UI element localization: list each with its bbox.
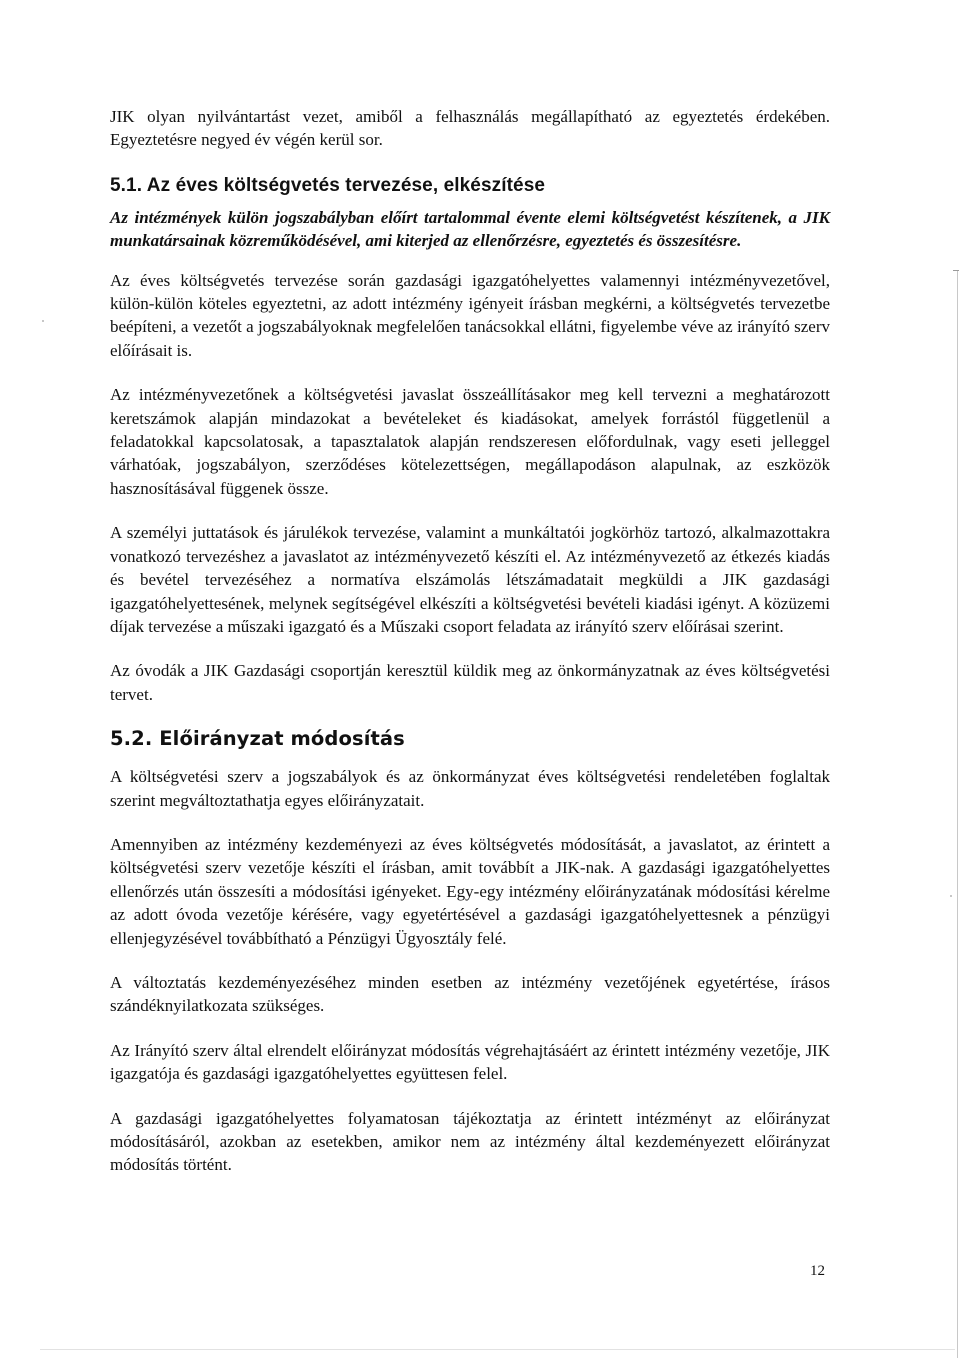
paragraph: Az éves költségvetés tervezése során gazdasági igazgatóhelyettes valamennyi intézményvezetővel, külön-külön köteles egyeztetni, az adott intézmény igényeit írásban megkérni, a költségvetés tervezetbe beépíteni, a vezetőt a jogszabályoknak megfelelően tanácsokkal ellátni, figyelembe véve az irányító szerv előírásait is. — [110, 270, 830, 360]
paragraph: A költségvetési szerv a jogszabályok és az önkormányzat éves költségvetési rendeletében foglaltak szerint megváltoztathatja egyes előirányzatait. — [110, 767, 830, 810]
paragraph: Amennyiben az intézmény kezdeményezi az éves költségvetés módosítását, a javaslatot, az érintett a költségvetési szerv vezetője készíti el írásban, amit továbbít a JIK-nak. A gazdasági igazgatóhelyettes ellenőrzés után összesíti a módosítási igényeket. Egy-egy intézmény előirányzatának módosítási kérelme az adott óvoda vezetője kérésére, vagy egyetértésével a gazdasági igazgatóhelyettesnek a pénzügyi ellenjegyzésével továbbítható a Pénzügyi Ügyosztály felé. — [110, 834, 830, 948]
paragraph: Az óvodák a JIK Gazdasági csoportján keresztül küldik meg az önkormányzatnak az éves költségvetési tervet. — [110, 661, 830, 704]
paragraph: Az Irányító szerv által elrendelt előirányzat módosítás végrehajtásáért az érintett intézmény vezetője, JIK igazgatója és gazdasági igazgatóhelyettes együttesen felel. — [110, 1040, 830, 1084]
section-heading-5-1: 5.1. Az éves költségvetés tervezése, elkészítése — [110, 174, 546, 196]
scan-edge-line — [957, 270, 958, 1358]
paragraph: A változtatás kezdeményezéséhez minden esetben az intézmény vezetőjének egyetértése, írásos szándéknyilatkozata szükséges. — [110, 972, 830, 1016]
paragraph: A személyi juttatások és járulékok tervezése, valamint a munkáltatói jogkörhöz tartozó, alkalmazottakra vonatkozó tervezéshez a javaslatot az intézményvezető készíti el. Az intézményvezető az étkezés kiadás és bevétel tervezéséhez a normatíva elszámolás létszámadatait megküldi a JIK gazdasági igazgatóhelyettesének, melynek segítségével elkészíti a költségvetési bevételi kiadási igényt. A közüzemi díjak tervezése a műszaki igazgató és a Műszaki csoport feladata az irányító szerv előírásai szerint. — [110, 523, 830, 636]
scan-speck — [950, 895, 952, 897]
intro-paragraph: JIK olyan nyilvántartást vezet, amiből a felhasználás megállapítható az egyeztetés érdekében. Egyeztetésre negyed év végén kerül sor. — [110, 107, 830, 150]
page-number: 12 — [810, 1263, 825, 1279]
section-5-1-lead: Az intézmények külön jogszabályban előírt tartalommal évente elemi költségvetést készítenek, a JIK munkatársainak közreműködésével, ami kiterjed az ellenőrzésre, egyeztetés és összesítésre. — [110, 207, 830, 251]
scan-speck — [42, 320, 44, 322]
scan-edge-tick — [953, 270, 959, 271]
section-heading-5-2: 5.2. Előirányzat módosítás — [110, 727, 405, 751]
paragraph: Az intézményvezetőnek a költségvetési javaslat összeállításakor meg kell tervezni a meghatározott keretszámok alapján mindazokat a bevételeket és kiadásokat, amelyek forrástól függetlenül a feladatokkal kapcsolatosak, a tapasztalatok alapján rendszeresen előfordulnak, vagy eseti jelleggel várhatóak, jogszabályon, szerződéses kötelezettségen, megállapodáson alapulnak, az eszközök hasznosításával függenek össze. — [110, 385, 830, 498]
scan-bottom-line — [40, 1349, 955, 1350]
document-body — [110, 105, 830, 1198]
paragraph: A gazdasági igazgatóhelyettes folyamatosan tájékoztatja az érintett intézményt az előirányzat módosításáról, azokban az esetekben, amikor nem az intézmény által kezdeményezett előirányzat módosítás történt. — [110, 1108, 830, 1175]
